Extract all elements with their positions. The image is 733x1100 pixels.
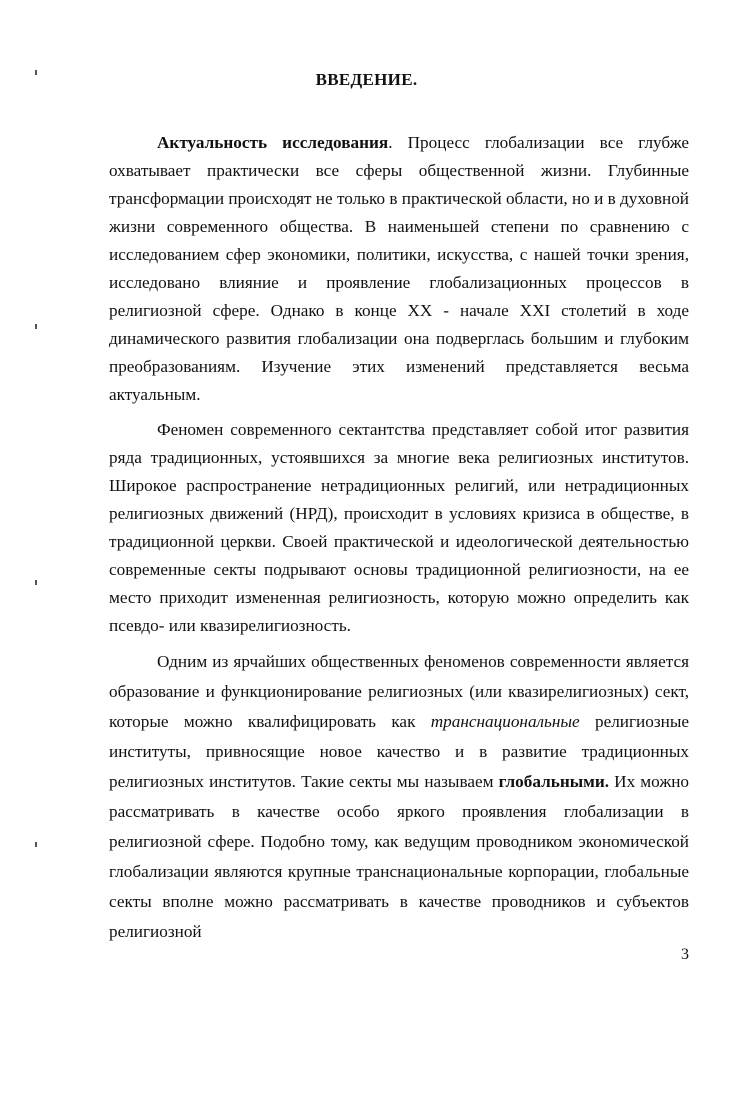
margin-mark [35, 580, 37, 585]
paragraph-text: Их можно рассматривать в качестве особо яркого проявления глобализации в религиозной сфере. Подобно тому, как ведущим проводником экономической глобализации являются крупные транснациональные корпорации, глобальные секты вполне можно рассматривать в качестве проводников и субъектов религиозной [109, 772, 689, 941]
italic-term: транснациональные [430, 712, 580, 731]
margin-mark [35, 842, 37, 847]
paragraph-sectarianism [109, 416, 689, 640]
bold-lead: Актуальность исследования [157, 133, 389, 152]
bold-term: глобальными. [498, 772, 610, 791]
paragraph-text: Одним из ярчайших общественных феноменов современности является образование и функционирование религиозных (или квазирелигиозных) сект, которые можно квалифицировать как [109, 652, 689, 731]
paragraph-text: религиозные институты, привносящие новое качество и в развитие традиционных религиозных институтов. Такие секты мы называем [109, 712, 689, 791]
page-number: 3 [681, 946, 689, 963]
paragraph-relevance [109, 129, 689, 409]
paragraph-text: . Процесс глобализации все глубже охватывает практически все сферы общественной жизни. Глубинные трансформации происходят не только в практической области, но и в духовной жизни современного общества. В наименьшей степени по сравнению с исследованием сфер экономики, политики, искусства, с нашей точки зрения, исследовано влияние и проявление глобализационных процессов в религиозной сфере. Однако в конце XX - начале XXI столетий в ходе динамического развития глобализации она подверглась большим и глубоким преобразованиям. Изучение этих изменений представляется весьма актуальным. [109, 133, 690, 404]
paragraph-global-sects [109, 647, 689, 947]
paragraph-text: Феномен современного сектантства представляет собой итог развития ряда традиционных, устоявшихся за многие века религиозных институтов. Широкое распространение нетрадиционных религий, или нетрадиционных религиозных движений (НРД), происходит в условиях кризиса в обществе, в традиционной церкви. Своей практической и идеологической деятельностью современные секты подрывают основы традиционной религиозности, на ее место приходит измененная религиозность, которую можно определить как псевдо- или квазирелигиозность. [109, 420, 689, 635]
page-title: ВВЕДЕНИЕ. [315, 70, 418, 89]
margin-mark [35, 324, 37, 329]
